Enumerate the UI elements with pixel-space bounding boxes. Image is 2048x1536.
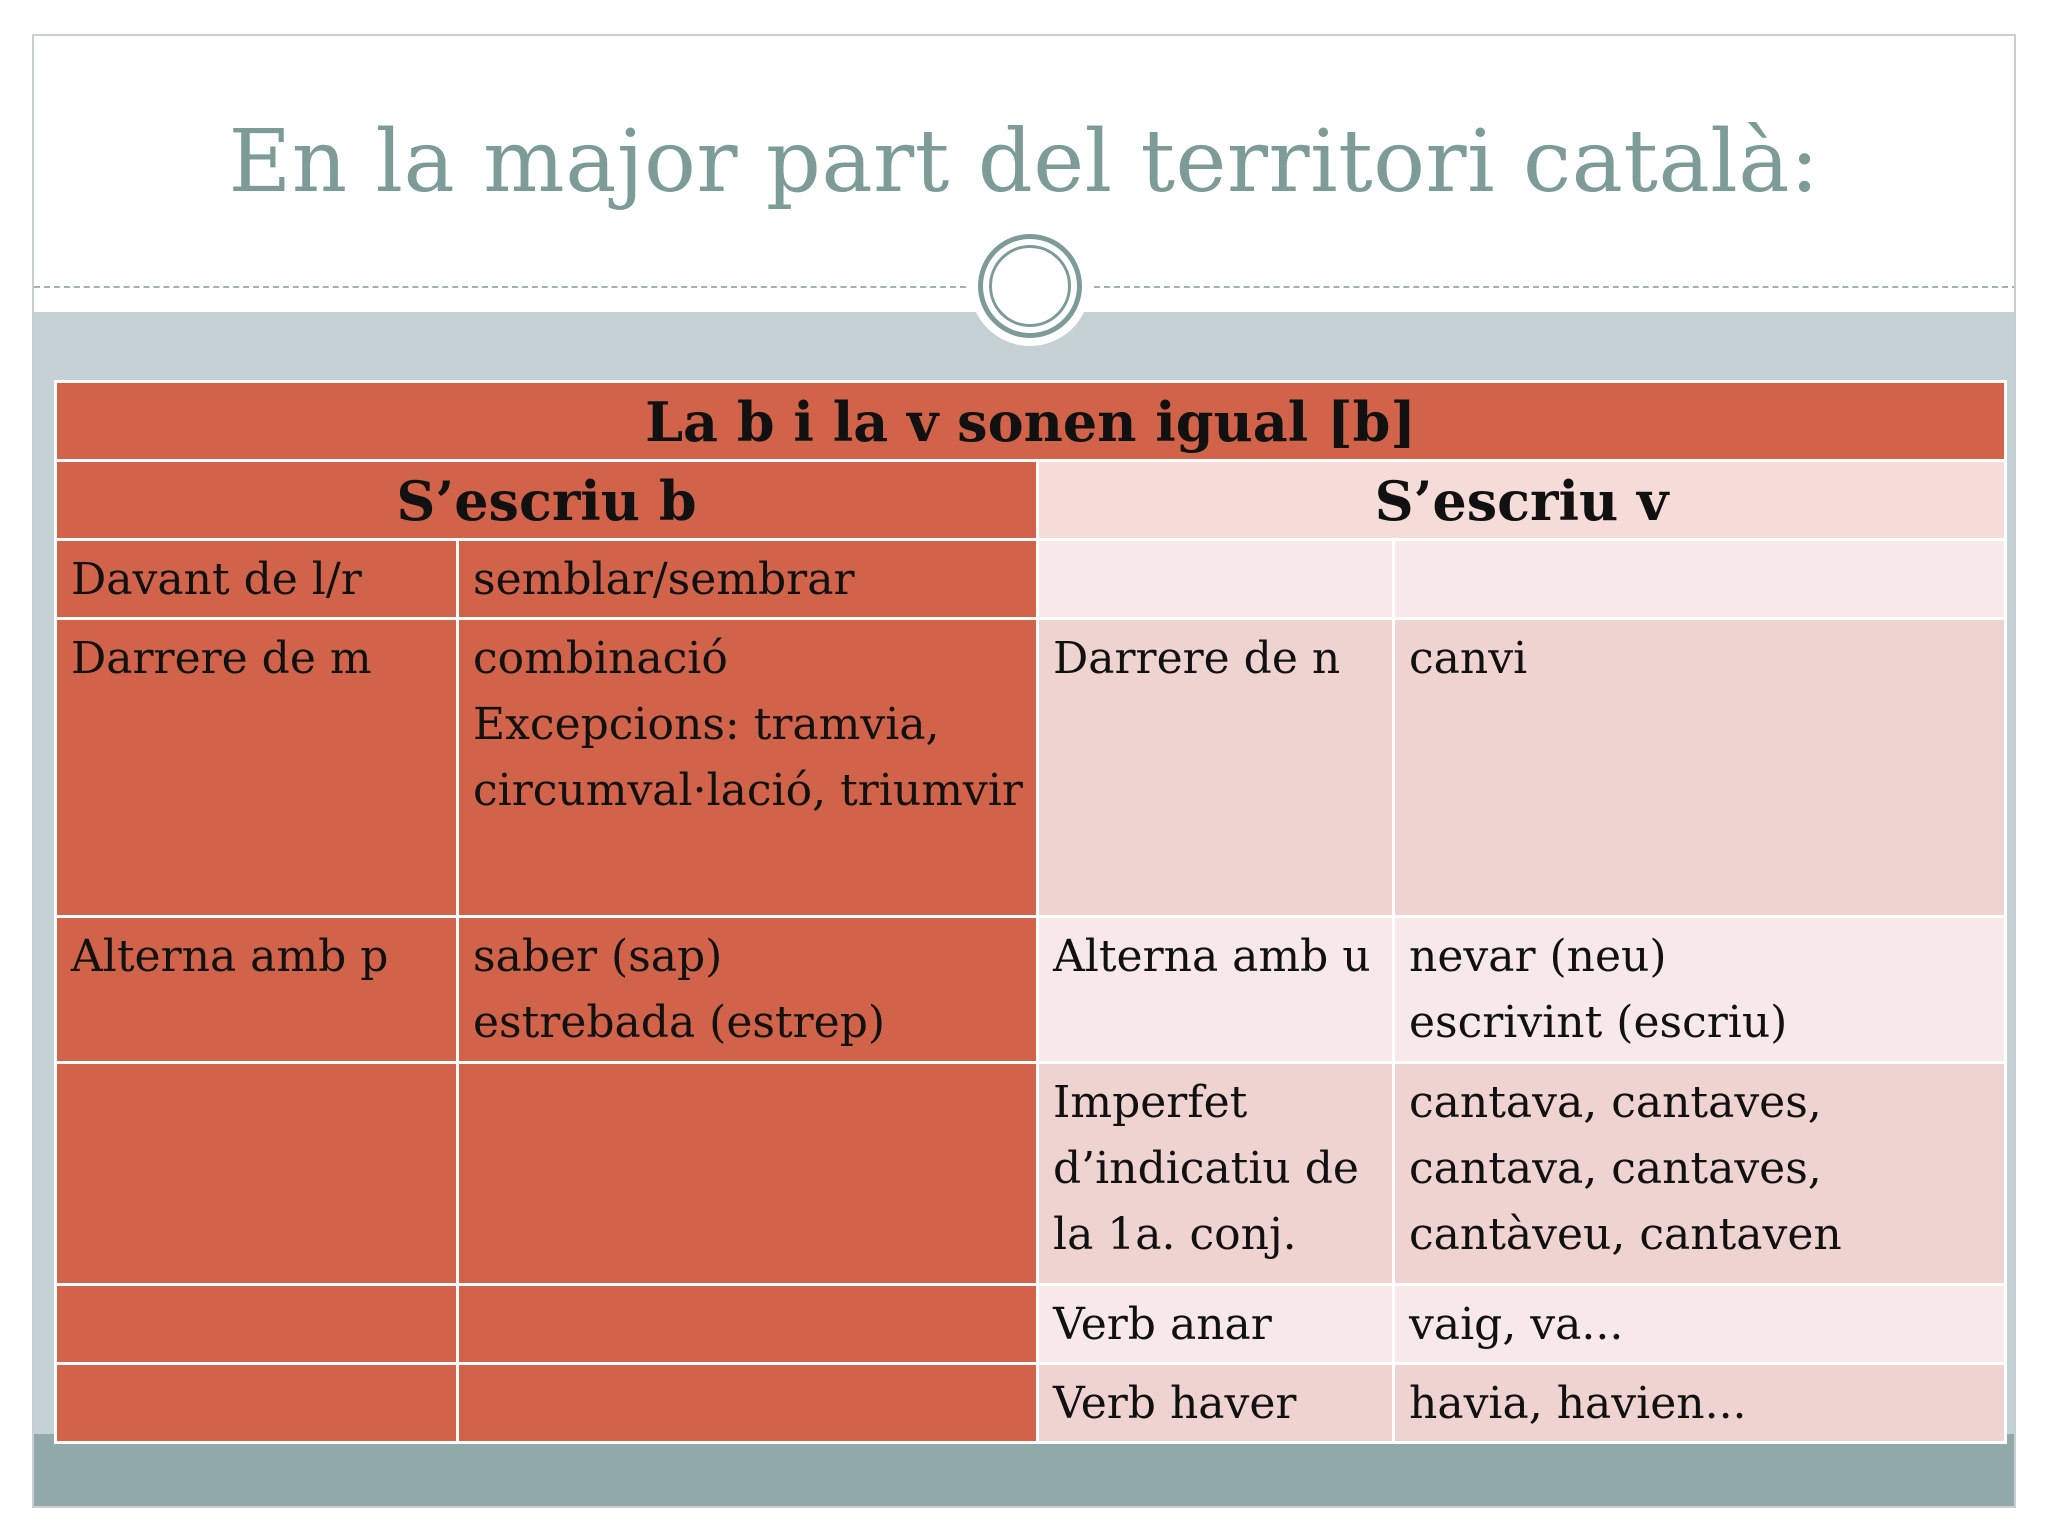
- title-divider-right: [1094, 286, 2016, 288]
- table-header-row: [56, 382, 2006, 461]
- v-example-cell: cantava, cantaves, cantava, cantaves, cantàveu, cantaven: [1394, 1063, 2006, 1285]
- b-example-cell: semblar/sembrar: [458, 540, 1038, 619]
- column-header-b: S’escriu b: [56, 461, 1038, 540]
- b-rule-cell: [56, 1285, 458, 1364]
- b-example-cell: [458, 1063, 1038, 1285]
- table-row: [56, 619, 2006, 917]
- b-example-cell: [458, 1364, 1038, 1443]
- b-example-cell: saber (sap) estrebada (estrep): [458, 917, 1038, 1063]
- table-header: La b i la v sonen igual [b]: [56, 382, 2006, 461]
- b-rule-cell: [56, 1364, 458, 1443]
- circle-ornament-inner: [989, 245, 1071, 327]
- table-row: [56, 1364, 2006, 1443]
- v-example-cell: canvi: [1394, 619, 2006, 917]
- b-rule-cell: [56, 1063, 458, 1285]
- b-rule-cell: Davant de l/r: [56, 540, 458, 619]
- v-example-cell: vaig, va...: [1394, 1285, 2006, 1364]
- table-row: [56, 540, 2006, 619]
- b-example-cell: [458, 1285, 1038, 1364]
- b-rule-cell: Alterna amb p: [56, 917, 458, 1063]
- table-row: [56, 1285, 2006, 1364]
- v-example-cell: [1394, 540, 2006, 619]
- v-example-cell: havia, havien...: [1394, 1364, 2006, 1443]
- footer-band: [34, 1434, 2014, 1508]
- title-divider-left: [34, 286, 966, 288]
- b-example-cell: combinació Excepcions: tramvia, circumval·lació, triumvir: [458, 619, 1038, 917]
- v-rule-cell: Alterna amb u: [1038, 917, 1394, 1063]
- column-header-row: [56, 461, 2006, 540]
- b-rule-cell: Darrere de m: [56, 619, 458, 917]
- spelling-rules-table: [54, 380, 2007, 1444]
- v-rule-cell: Imperfet d’indicatiu de la 1a. conj.: [1038, 1063, 1394, 1285]
- column-header-v: S’escriu v: [1038, 461, 2006, 540]
- v-rule-cell: Verb anar: [1038, 1285, 1394, 1364]
- slide-title: En la major part del territori català:: [228, 112, 1820, 212]
- table-row: [56, 917, 2006, 1063]
- table-row: [56, 1063, 2006, 1285]
- v-rule-cell: [1038, 540, 1394, 619]
- v-rule-cell: Darrere de n: [1038, 619, 1394, 917]
- v-example-cell: nevar (neu) escrivint (escriu): [1394, 917, 2006, 1063]
- v-rule-cell: Verb haver: [1038, 1364, 1394, 1443]
